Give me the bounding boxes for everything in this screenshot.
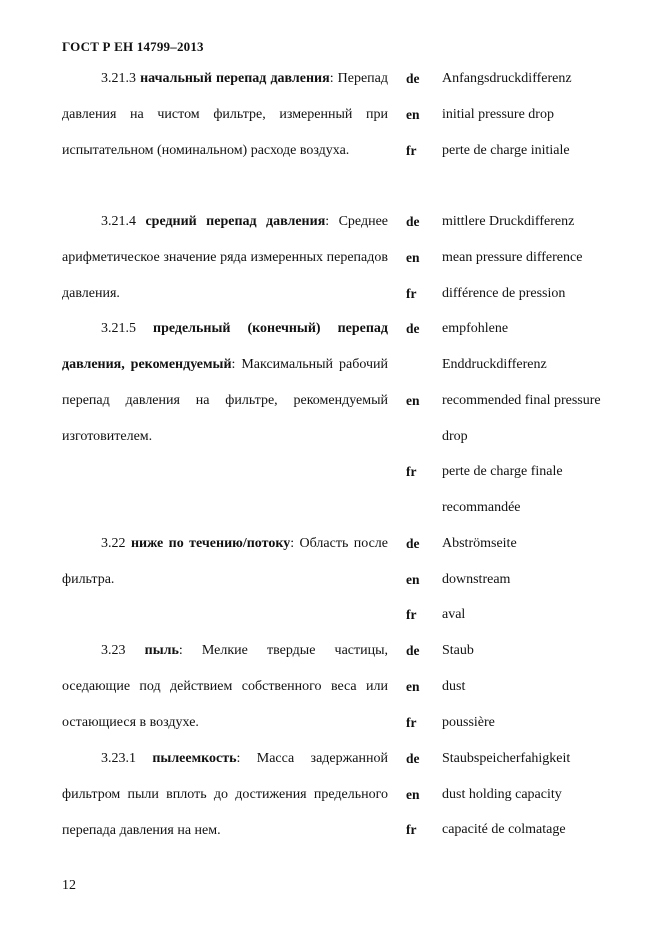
document-header: ГОСТ Р ЕН 14799–2013 bbox=[62, 39, 204, 54]
term-de: Anfangsdruckdifferenz bbox=[442, 71, 572, 86]
term-de: empfohlene bbox=[442, 321, 509, 336]
term-en: downstream bbox=[442, 572, 511, 587]
lang-code-fr: fr bbox=[406, 143, 417, 158]
term-fr-cont: recommandée bbox=[442, 500, 521, 515]
lang-code-en: en bbox=[406, 250, 420, 265]
term-de: Staubspeicherfahigkeit bbox=[442, 751, 571, 766]
lang-code-en: en bbox=[406, 393, 420, 408]
term-de: Staub bbox=[442, 643, 474, 658]
lang-code-fr: fr bbox=[406, 607, 417, 622]
entry-definition: 3.23 пыль: Мелкие твердые частицы, оседающие под действием собственного веса или остающиеся в воздухе. bbox=[62, 643, 388, 730]
term-de: Abströmseite bbox=[442, 536, 517, 551]
entry-definition: 3.22 ниже по течению/потоку: Область после фильтра. bbox=[62, 536, 389, 587]
term-fr: différence de pression bbox=[442, 286, 566, 301]
term-en: recommended final pressure bbox=[442, 393, 601, 408]
term-fr: perte de charge finale bbox=[442, 464, 563, 479]
lang-code-de: de bbox=[406, 643, 420, 658]
lang-code-fr: fr bbox=[406, 286, 417, 301]
lang-code-de: de bbox=[406, 751, 420, 766]
lang-code-fr: fr bbox=[406, 822, 417, 837]
lang-code-fr: fr bbox=[406, 715, 417, 730]
term-fr: capacité de colmatage bbox=[442, 822, 566, 837]
lang-code-de: de bbox=[406, 71, 420, 86]
lang-code-de: de bbox=[406, 536, 420, 551]
term-de-cont: Enddruckdifferenz bbox=[442, 357, 547, 372]
lang-code-de: de bbox=[406, 214, 420, 229]
lang-code-en: en bbox=[406, 679, 420, 694]
term-en-cont: drop bbox=[442, 429, 468, 444]
entry-definition: 3.23.1 пылеемкость: Масса задержанной фильтром пыли вплоть до достижения предельного перепада давления на нем. bbox=[62, 751, 388, 838]
lang-code-en: en bbox=[406, 572, 420, 587]
term-en: dust bbox=[442, 679, 466, 694]
lang-code-de: de bbox=[406, 321, 420, 336]
lang-code-en: en bbox=[406, 107, 420, 122]
lang-code-fr: fr bbox=[406, 464, 417, 479]
entry-definition: 3.21.4 средний перепад давления: Среднее арифметическое значение ряда измеренных перепадов давления. bbox=[62, 214, 388, 301]
term-de: mittlere Druckdifferenz bbox=[442, 214, 575, 229]
entry-definition: 3.21.5 предельный (конечный) перепад давления, рекомендуемый: Максимальный рабочий перепад давления на фильтре, рекомендуемый изготовителем. bbox=[62, 321, 389, 444]
term-en: dust holding capacity bbox=[442, 787, 562, 802]
page-number: 12 bbox=[62, 878, 76, 893]
term-fr: poussière bbox=[442, 715, 495, 730]
term-fr: aval bbox=[442, 607, 466, 622]
lang-code-en: en bbox=[406, 787, 420, 802]
term-en: initial pressure drop bbox=[442, 107, 554, 122]
entry-definition: 3.21.3 начальный перепад давления: Перепад давления на чистом фильтре, измеренный при испытательном (номинальном) расходе воздуха. bbox=[62, 71, 388, 158]
term-fr: perte de charge initiale bbox=[442, 143, 570, 158]
term-en: mean pressure difference bbox=[442, 250, 583, 265]
